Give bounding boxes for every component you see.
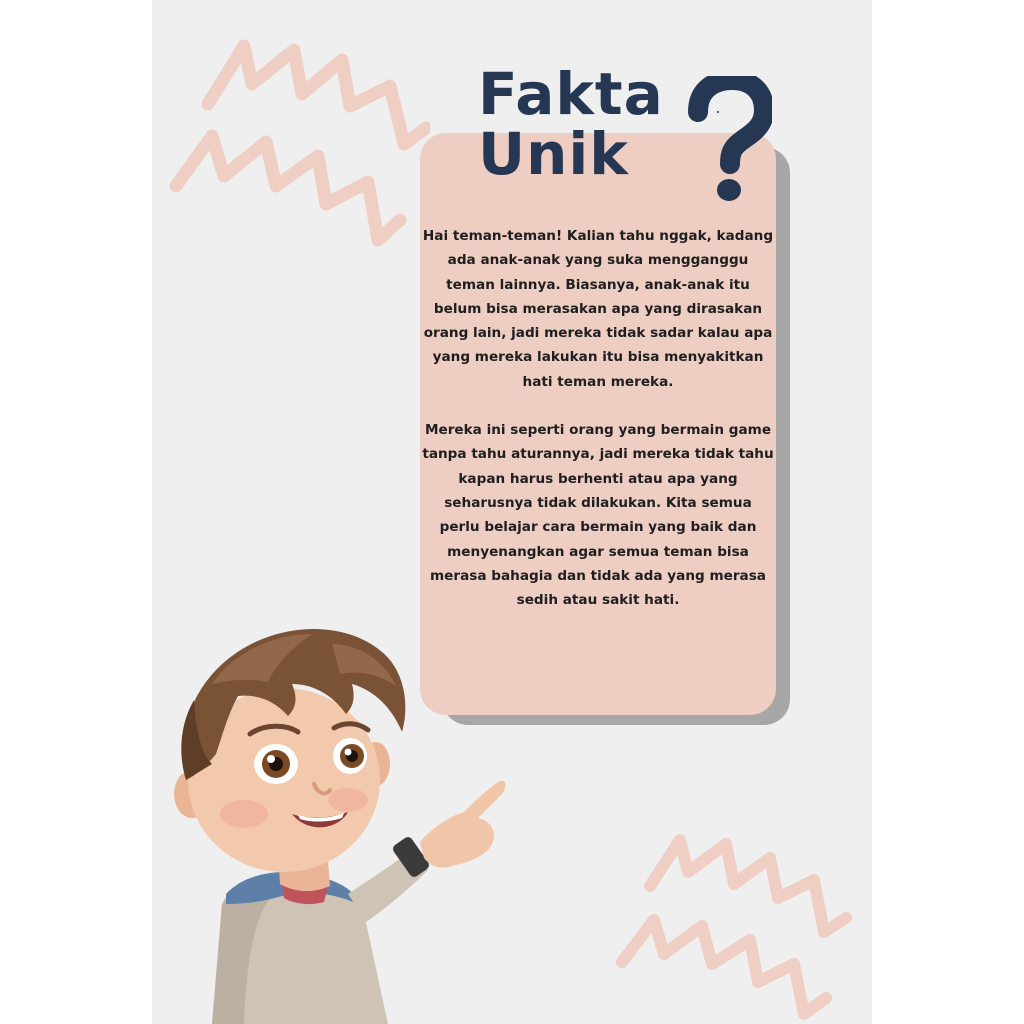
fact-paragraph-2: Mereka ini seperti orang yang bermain game tanpa tahu aturannya, jadi mereka tidak tahu kapan harus berhenti atau apa yang seharusnya tidak dilakukan. Kita semua perlu belajar cara bermain yang baik dan menyenangkan agar semua teman bisa merasa bahagia dan tidak ada yang merasa sedih atau sakit hati. [422,422,774,609]
zigzag-decoration-bottom [614,832,854,1022]
page [152,0,872,1024]
page-title [478,60,664,188]
title-line-2: Unik [478,120,629,188]
fact-text [422,224,774,612]
pointing-boy-illustration [152,604,522,1024]
question-mark-icon [686,76,772,202]
fact-paragraph-1: Hai teman-teman! Kalian tahu nggak, kadang ada anak-anak yang suka mengganggu teman lainnya. Biasanya, anak-anak itu belum bisa merasakan apa yang dirasakan orang lain, jadi mereka tidak sadar kalau apa yang mereka lakukan itu bisa menyakitkan hati teman mereka. [422,228,774,390]
zigzag-decoration-top [160,36,430,266]
title-line-1: Fakta [478,60,664,128]
